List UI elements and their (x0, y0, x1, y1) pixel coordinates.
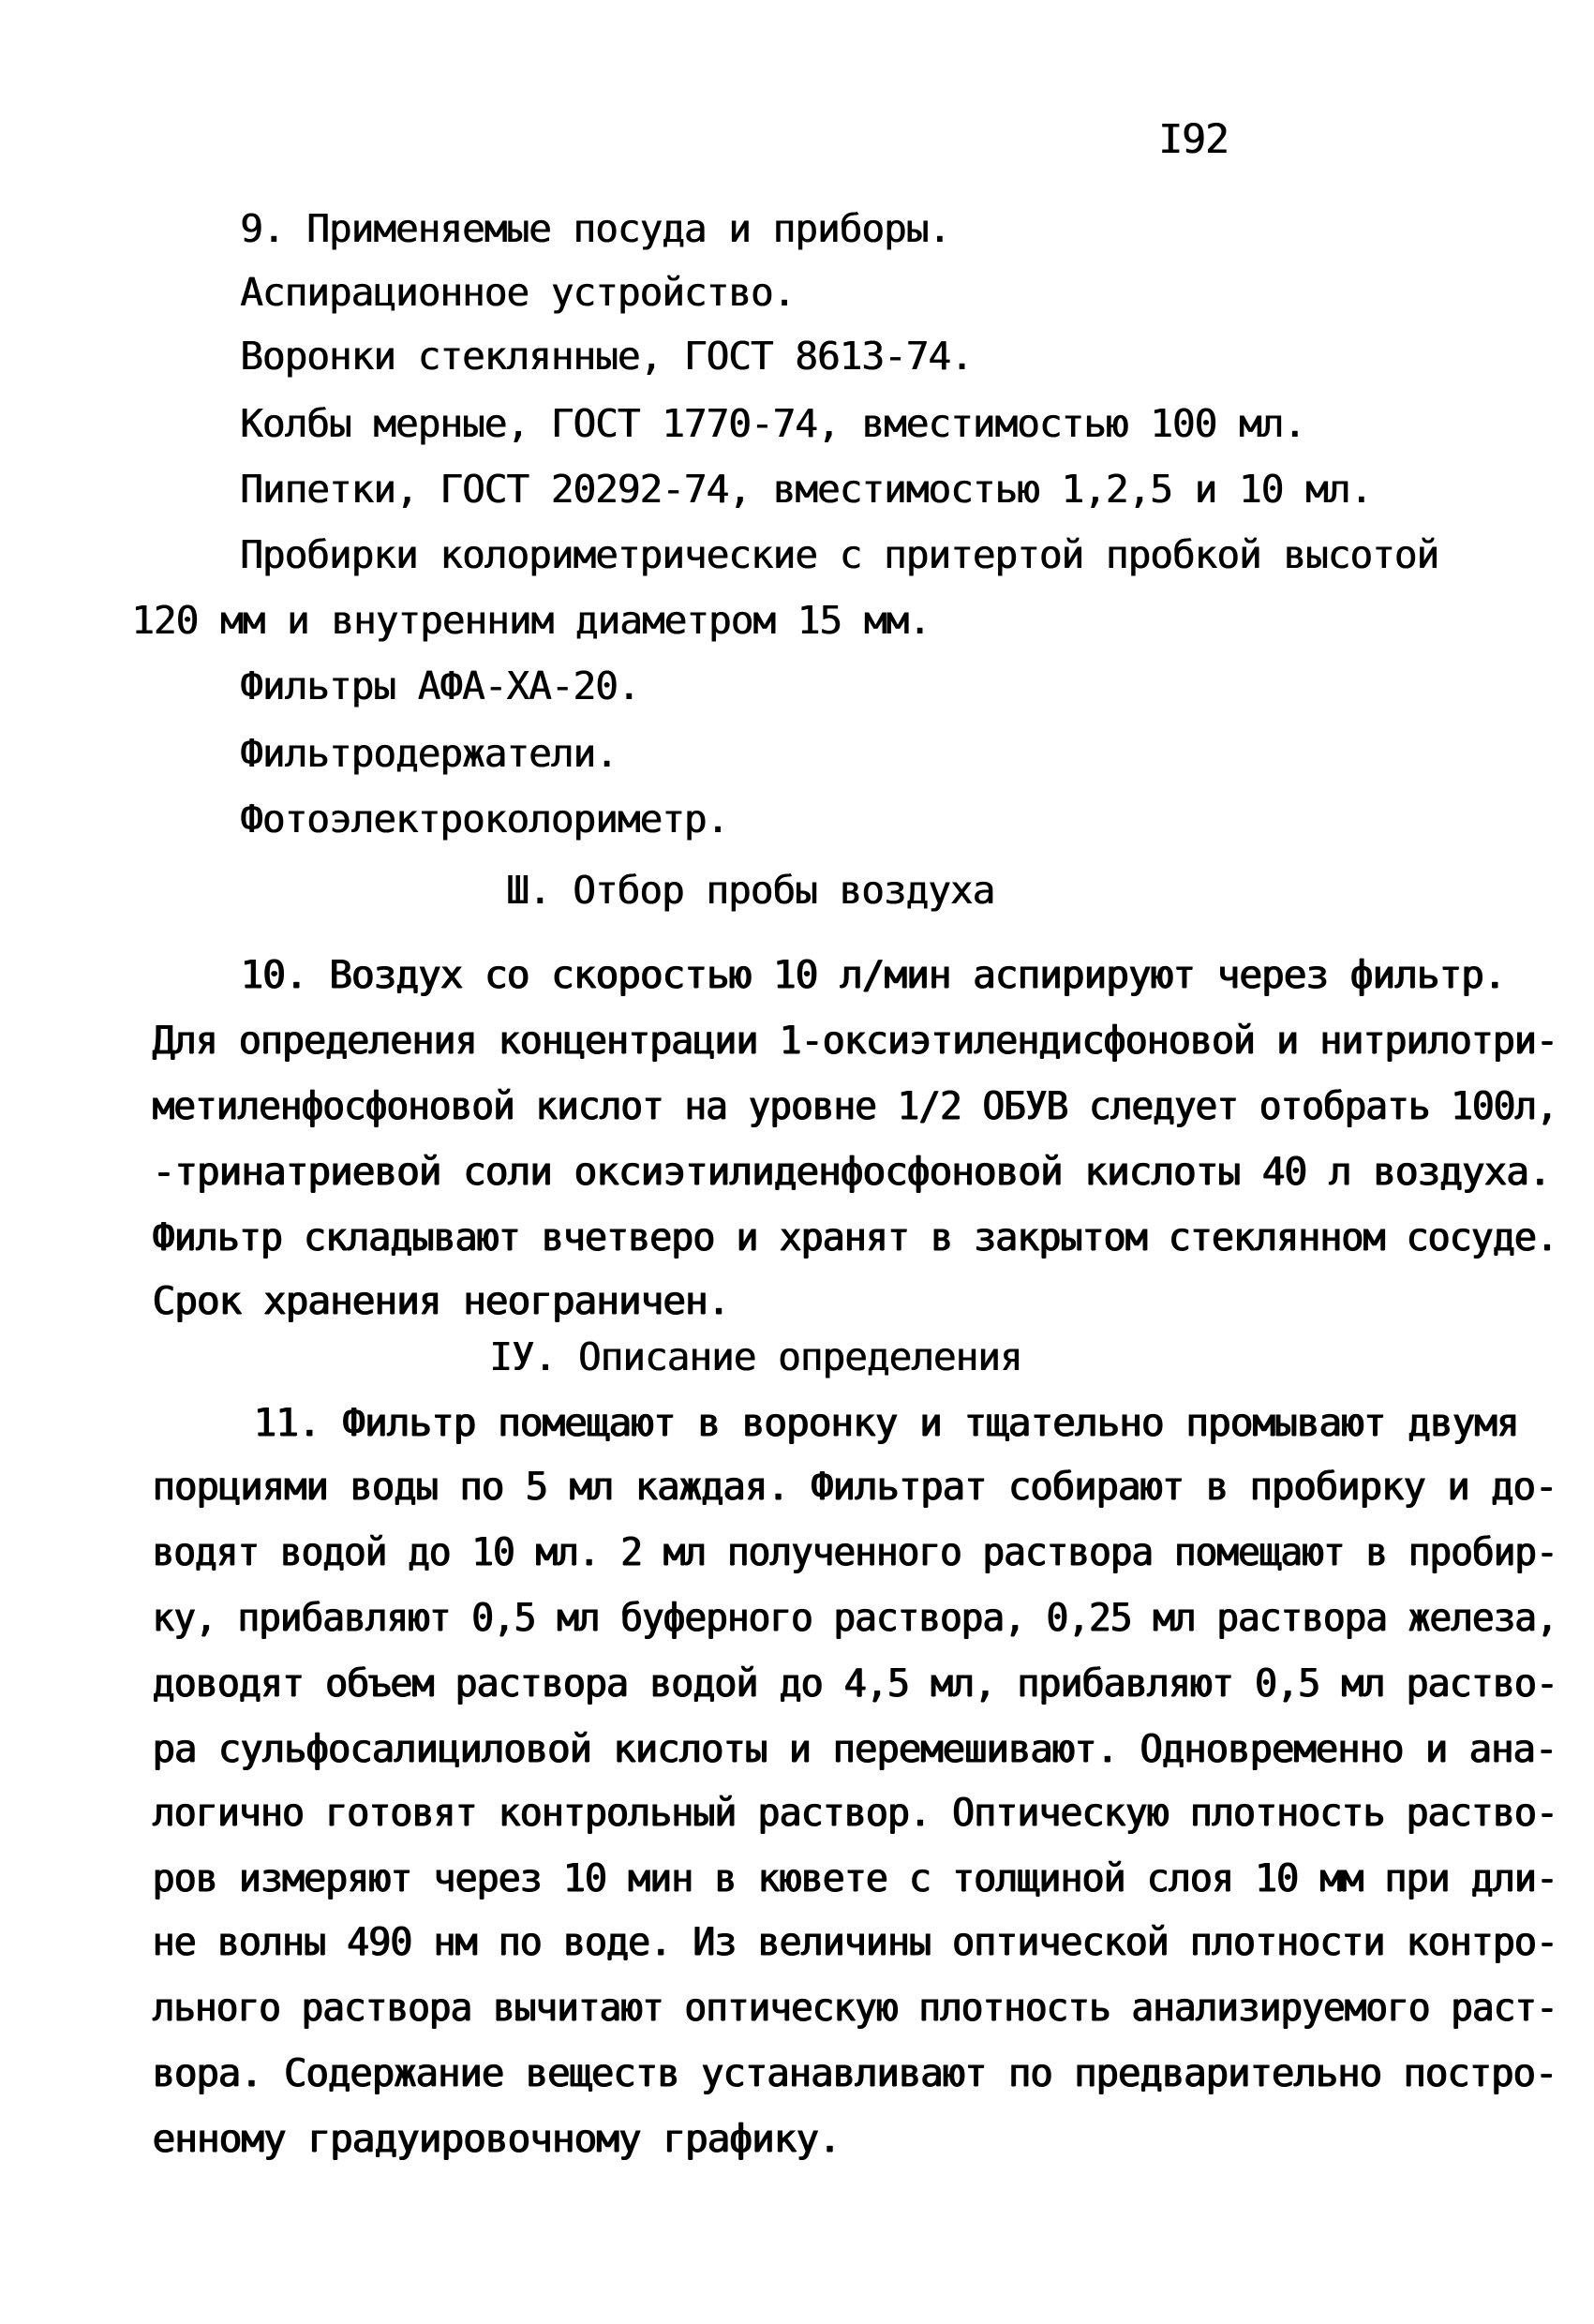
equipment-item: Аспирационное устройство. (240, 270, 796, 315)
section-title: IУ. Описание определения (489, 1334, 1022, 1379)
equipment-item: Фотоэлектроколориметр. (240, 797, 729, 842)
paragraph-line: Фильтр складывают вчетверо и хранят в закрытом стеклянном сосуде. (152, 1214, 1557, 1259)
paragraph-line: ку, прибавляют 0,5 мл буферного раствора, 0,25 мл раствора железа, (152, 1595, 1557, 1640)
paragraph-line: ра сульфосалициловой кислоты и перемешивают. Одновременно и ана- (152, 1726, 1557, 1771)
paragraph-line: 11. Фильтр помещают в воронку и тщательно промывают двумя (253, 1400, 1518, 1445)
paragraph-line: порциями воды по 5 мл каждая. Фильтрат собирают в пробирку и до- (152, 1464, 1557, 1509)
paragraph-line: -тринатриевой соли оксиэтилиденфосфоновой кислоты 40 л воздуха. (152, 1149, 1551, 1194)
paragraph-line: метиленфосфоновой кислот на уровне 1/2 ОБУВ следует отобрать 100л, (152, 1083, 1557, 1128)
paragraph-line: 10. Воздух со скоростью 10 л/мин аспирируют через фильтр. (240, 952, 1505, 997)
paragraph-line: енному градуировочному графику. (152, 2116, 841, 2161)
paragraph-line: вора. Содержание веществ устанавливают по предварительно постро- (152, 2050, 1557, 2095)
section-heading: 9. Применяемые посуда и приборы. (240, 206, 950, 251)
paragraph-line: ров измеряют через 10 мин в кювете с толщиной слоя 10 мм при дли- (152, 1855, 1557, 1900)
paragraph-line: доводят объем раствора водой до 4,5 мл, прибавляют 0,5 мл раство- (152, 1661, 1557, 1706)
equipment-item: Пипетки, ГОСТ 20292-74, вместимостью 1,2,5 и 10 мл. (240, 467, 1372, 512)
equipment-item: Фильтродержатели. (240, 731, 618, 776)
page-number: I92 (1158, 116, 1229, 163)
paragraph-line: не волны 490 нм по воде. Из величины оптической плотности контро- (152, 1919, 1557, 1964)
paragraph-line: водят водой до 10 мл. 2 мл полученного раствора помещают в пробир- (152, 1529, 1557, 1574)
paragraph-line: Для определения концентрации 1-оксиэтилендисфоновой и нитрилотри- (152, 1018, 1557, 1063)
equipment-item: Колбы мерные, ГОСТ 1770-74, вместимостью 100 мл. (240, 401, 1305, 446)
section-title: Ш. Отбор пробы воздуха (506, 868, 995, 913)
equipment-item: Пробирки колориметрические с притертой пробкой высотой (240, 532, 1438, 577)
paragraph-line: льного раствора вычитают оптическую плотность анализируемого раст- (152, 1985, 1557, 2030)
paragraph-line: логично готовят контрольный раствор. Оптическую плотность раство- (152, 1790, 1557, 1835)
equipment-item: Воронки стеклянные, ГОСТ 8613-74. (240, 334, 973, 379)
equipment-item-continuation: 120 мм и внутренним диаметром 15 мм. (131, 598, 931, 643)
paragraph-line: Срок хранения неограничен. (152, 1278, 729, 1323)
equipment-item: Фильтры АФА-ХА-20. (240, 663, 640, 708)
